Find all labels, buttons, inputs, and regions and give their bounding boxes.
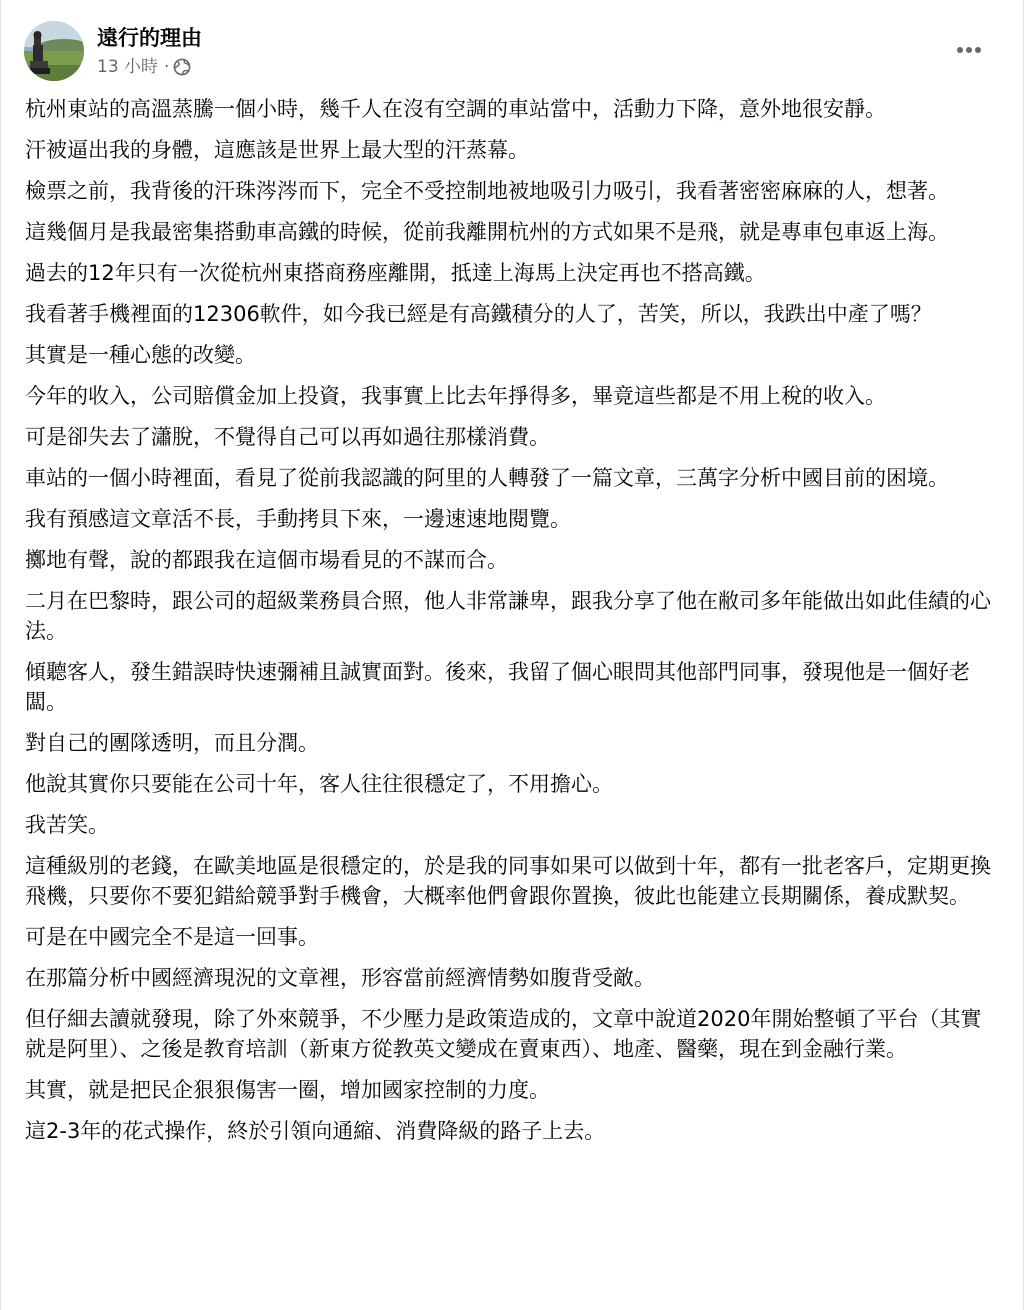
post-paragraph: 今年的收入，公司賠償金加上投資，我事實上比去年掙得多，畢竟這些都是不用上稅的收入。: [25, 384, 886, 408]
post-paragraph: 但仔細去讀就發現，除了外來競爭，不少壓力是政策造成的，文章中說道2020年開始整頓了平台（其實就是阿里）、之後是教育培訓（新東方從教英文變成在賣東西）、地產、醫藥，現在到金融行業。: [25, 1007, 982, 1061]
post-paragraph: 我苦笑。: [25, 813, 109, 837]
post-paragraph: 擲地有聲，說的都跟我在這個市場看見的不謀而合。: [25, 548, 508, 572]
avatar-photo-icon: [24, 21, 84, 81]
author-name[interactable]: 遠行的理由: [97, 26, 202, 50]
post-timestamp[interactable]: 13 小時: [97, 57, 159, 77]
post-paragraph: 汗被逼出我的身體，這應該是世界上最大型的汗蒸幕。: [25, 138, 529, 162]
post-paragraph: 杭州東站的高溫蒸騰一個小時，幾千人在沒有空調的車站當中，活動力下降，意外地很安靜。: [25, 97, 886, 121]
post-paragraph: 可是卻失去了瀟脫，不覺得自己可以再如過往那樣消費。: [25, 425, 550, 449]
post-paragraph: 在那篇分析中國經濟現況的文章裡，形容當前經濟情勢如腹背受敵。: [25, 966, 655, 990]
more-horizontal-icon: [956, 46, 982, 54]
post-paragraph: 車站的一個小時裡面，看見了從前我認識的阿里的人轉發了一篇文章，三萬字分析中國目前的困境。: [25, 466, 949, 490]
post-paragraph: 傾聽客人，發生錯誤時快速彌補且誠實面對。後來，我留了個心眼問其他部門同事，發現他是一個好老闆。: [25, 660, 970, 714]
post-paragraph: 過去的12年只有一次從杭州東搭商務座離開，抵達上海馬上決定再也不搭高鐵。: [25, 261, 766, 285]
post-paragraph: 這種級別的老錢，在歐美地區是很穩定的，於是我的同事如果可以做到十年，都有一批老客戶，定期更換飛機，只要你不要犯錯給競爭對手機會，大概率他們會跟你置換，彼此也能建立長期關係，養成默契。: [25, 854, 991, 908]
post-paragraph: 我看著手機裡面的12306軟件，如今我已經是有高鐵積分的人了，苦笑，所以，我跌出中產了嗎？: [25, 302, 932, 326]
post-paragraph: 我有預感這文章活不長，手動拷貝下來，一邊速速地閱覽。: [25, 507, 571, 531]
post-meta: [97, 56, 191, 78]
author-avatar[interactable]: [24, 21, 84, 81]
post-paragraph: 檢票之前，我背後的汗珠涔涔而下，完全不受控制地被地吸引力吸引，我看著密密麻麻的人，想著。: [25, 179, 949, 203]
post-paragraph: 這2-3年的花式操作，終於引領向通縮、消費降級的路子上去。: [25, 1119, 606, 1143]
post-paragraph: 其實是一種心態的改變。: [25, 343, 256, 367]
post-paragraph: 二月在巴黎時，跟公司的超級業務員合照，他人非常謙卑，跟我分享了他在敝司多年能做出如此佳績的心法。: [25, 589, 991, 643]
globe-icon[interactable]: [173, 58, 191, 76]
post-paragraph: 其實，就是把民企狠狠傷害一圈，增加國家控制的力度。: [25, 1078, 550, 1102]
meta-separator: ·: [164, 57, 170, 77]
more-options-button[interactable]: [947, 32, 991, 68]
post-paragraph: 他說其實你只要能在公司十年，客人往往很穩定了，不用擔心。: [25, 772, 613, 796]
post-paragraph: 對自己的團隊透明，而且分潤。: [25, 731, 319, 755]
post-paragraph: 可是在中國完全不是這一回事。: [25, 925, 319, 949]
post-paragraph: 這幾個月是我最密集搭動車高鐵的時候，從前我離開杭州的方式如果不是飛，就是專車包車返上海。: [25, 220, 949, 244]
post-body: [25, 94, 1001, 1157]
post-header: [1, 0, 1023, 90]
